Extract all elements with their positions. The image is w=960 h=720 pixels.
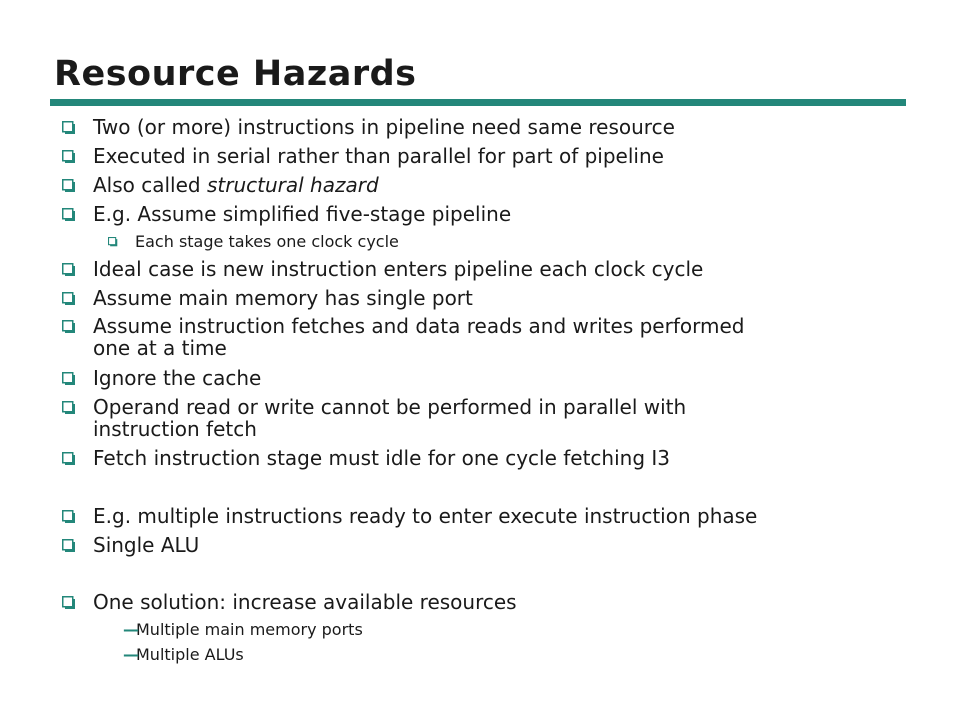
dash-bullet-icon: — — [123, 645, 139, 664]
square-bullet-icon — [62, 320, 76, 334]
square-bullet-icon — [108, 237, 118, 247]
sub-bullet-text: Multiple main memory ports — [136, 620, 363, 639]
bullet-item — [62, 258, 703, 280]
bullet-text: E.g. multiple instructions ready to enter execute instruction phase — [93, 504, 758, 528]
bullet-text: Ideal case is new instruction enters pipeline each clock cycle — [93, 257, 704, 281]
square-bullet-icon — [62, 179, 76, 193]
bullet-text-plain: Also called — [93, 173, 207, 197]
bullet-text-line: instruction fetch — [93, 417, 257, 441]
square-bullet-icon — [62, 292, 76, 306]
sub-bullet-item — [108, 233, 399, 251]
bullet-text: Assume main memory has single port — [93, 286, 473, 310]
bullet-text-emphasis: structural hazard — [206, 173, 379, 197]
bullet-item — [62, 287, 473, 309]
square-bullet-icon — [62, 263, 76, 277]
bullet-text-line: Assume instruction fetches and data reads and writes performed — [93, 314, 745, 338]
square-bullet-icon — [62, 510, 76, 524]
bullet-text: Executed in serial rather than parallel for part of pipeline — [93, 144, 664, 168]
square-bullet-icon — [62, 150, 76, 164]
bullet-item — [62, 505, 757, 527]
bullet-text: Single ALU — [93, 533, 200, 557]
bullet-text: E.g. Assume simplified five-stage pipeline — [93, 202, 512, 226]
dash-sub-item — [123, 621, 363, 639]
square-bullet-icon — [62, 121, 76, 135]
bullet-text-line: one at a time — [93, 336, 227, 360]
bullet-item — [62, 534, 199, 556]
sub-bullet-text: Each stage takes one clock cycle — [135, 232, 399, 251]
bullet-item — [62, 396, 686, 440]
square-bullet-icon — [62, 539, 76, 553]
dash-bullet-icon: — — [123, 620, 139, 639]
dash-sub-item — [123, 646, 244, 664]
bullet-text — [93, 174, 379, 196]
bullet-text: Fetch instruction stage must idle for one cycle fetching I3 — [93, 446, 671, 470]
bullet-text: Two (or more) instructions in pipeline need same resource — [93, 115, 675, 139]
bullet-item — [62, 591, 517, 613]
bullet-text: One solution: increase available resources — [93, 590, 517, 614]
bullet-item — [62, 367, 261, 389]
square-bullet-icon — [62, 208, 76, 222]
bullet-item — [62, 174, 379, 196]
bullet-item — [62, 447, 670, 469]
bullet-text: Ignore the cache — [93, 366, 262, 390]
sub-bullet-text: Multiple ALUs — [136, 645, 244, 664]
square-bullet-icon — [62, 452, 76, 466]
bullet-item — [62, 116, 675, 138]
bullet-text-line: Operand read or write cannot be performed in parallel with — [93, 395, 687, 419]
square-bullet-icon — [62, 372, 76, 386]
bullet-item — [62, 145, 664, 167]
slide-title: Resource Hazards — [54, 54, 417, 94]
bullet-item — [62, 203, 511, 225]
square-bullet-icon — [62, 596, 76, 610]
square-bullet-icon — [62, 401, 76, 415]
bullet-item — [62, 315, 744, 359]
